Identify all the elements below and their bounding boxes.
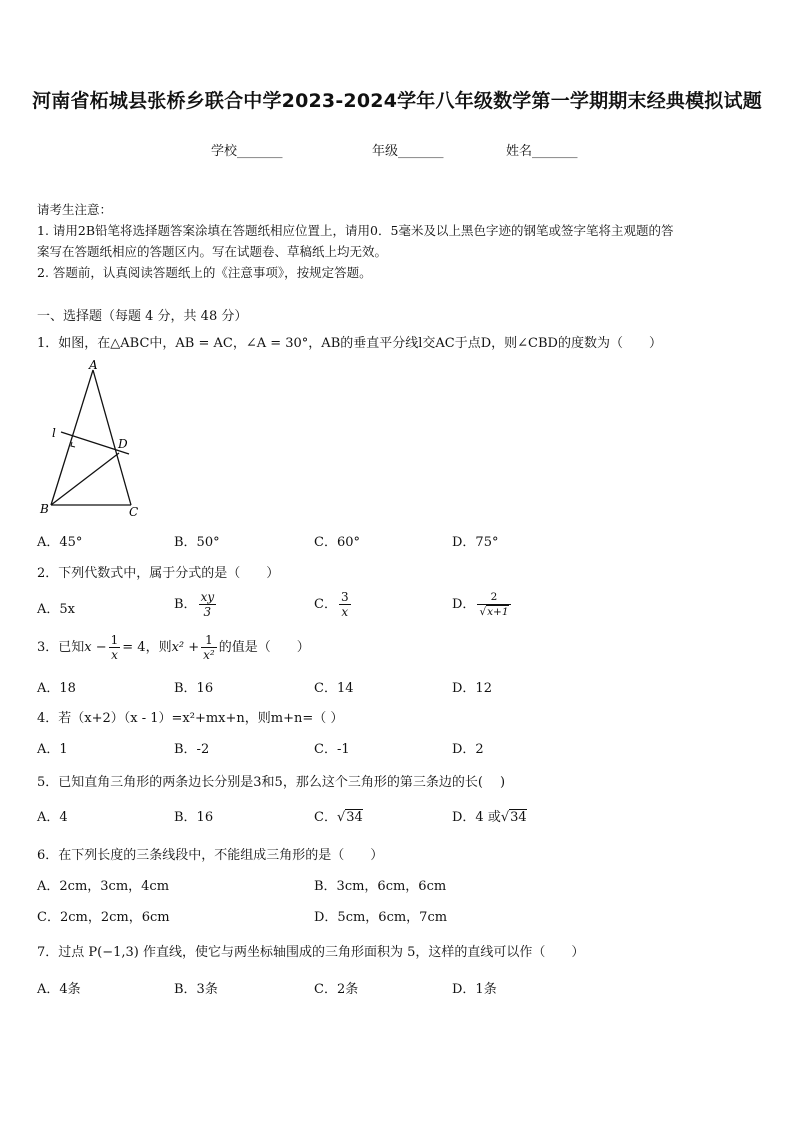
q6-option-c: C．2cm，2cm，6cm — [37, 910, 170, 925]
q2d-numerator: 2 — [477, 590, 510, 605]
label-b: B — [40, 502, 49, 516]
q6-option-b: B．3cm，6cm，6cm — [314, 879, 447, 894]
q4-option-a: A．1 — [37, 742, 68, 757]
note-1a: 1. 请用2B铅笔将选择题答案涂填在答题纸相应位置上，请用0．5毫米及以上黑色字迹的钢笔或签字笔将主观题的答 — [37, 223, 674, 238]
q2-option-c-label: C． — [314, 597, 337, 612]
label-l: l — [52, 426, 56, 440]
q5-option-b: B．16 — [174, 810, 214, 825]
q7-option-b: B．3条 — [174, 982, 218, 997]
label-a: A — [89, 360, 98, 372]
question-7: 7．过点 P(−1,3) 作直线，使它与两坐标轴围成的三角形面积为 5，这样的直线可以作（ ） — [37, 945, 585, 960]
q2-option-d: D． $\frac{2}{√x+1}$ — [452, 591, 509, 618]
question-4: 4．若（x+2）（x - 1）=x²+mx+n，则m+n=（ ） — [37, 711, 344, 726]
q3-option-a: A．18 — [37, 681, 76, 696]
q3-frac2-num: 1 — [201, 633, 217, 648]
question-1: 1．如图，在△ABC中，AB = AC，∠A = 30°，AB的垂直平分线l交AC于点D，则∠CBD的度数为（ ） — [37, 336, 662, 351]
q5-option-d: D．4 或√34 — [452, 810, 527, 825]
triangle-figure — [36, 360, 146, 522]
q2b-numerator: xy — [200, 590, 215, 604]
q2c-denominator: x — [341, 605, 349, 619]
q3-option-d: D．12 — [452, 681, 492, 696]
q2-option-b — [174, 590, 218, 619]
question-5: 5．已知直角三角形的两条边长分别是3和5，那么这个三角形的第三条边的长( ) — [37, 775, 506, 790]
q3-expr2a: x² + — [171, 640, 200, 655]
q7-option-d: D．1条 — [452, 982, 497, 997]
q5-option-c-label: C． — [314, 810, 337, 825]
q1-option-c: C．60° — [314, 535, 360, 550]
q3-frac2-den: x² — [203, 648, 215, 662]
question-6: 6．在下列长度的三条线段中，不能组成三角形的是（ ） — [37, 848, 384, 863]
q1-option-b: B．50° — [174, 535, 220, 550]
q6-option-a: A．2cm，3cm，4cm — [37, 879, 170, 894]
section-heading: 一、选择题（每题 4 分，共 48 分） — [37, 309, 248, 324]
q3-expr1b: = 4，则 — [122, 640, 172, 655]
q3-expr1a: x − — [84, 640, 107, 655]
note-2: 2. 答题前，认真阅读答题纸上的《注意事项》，按规定答题。 — [37, 265, 372, 280]
question-2: 2．下列代数式中，属于分式的是（ ） — [37, 566, 280, 581]
q4-option-b: B．-2 — [174, 742, 210, 757]
q6-option-d: D．5cm，6cm，7cm — [314, 910, 448, 925]
q2b-denominator: 3 — [203, 605, 212, 619]
q2-option-d-label: D． — [452, 597, 476, 612]
q3-frac1-num: 1 — [110, 633, 119, 647]
q3-post: 的值是（ ） — [218, 640, 310, 655]
note-1b: 案写在答题纸相应的答题区内。写在试题卷、草稿纸上均无效。 — [37, 244, 388, 259]
q4-option-c: C．-1 — [314, 742, 350, 757]
q5-option-c-radicand: 34 — [346, 810, 363, 825]
q3-pre: 3．已知 — [37, 640, 85, 655]
label-c: C — [129, 505, 139, 519]
question-3 — [37, 633, 310, 662]
q2c-numerator: 3 — [340, 590, 349, 604]
q2-option-a: A．5x — [37, 602, 75, 617]
q7-option-a: A．4条 — [37, 982, 81, 997]
label-d: D — [118, 437, 128, 451]
q5-option-d-label: D．4 或 — [452, 810, 501, 825]
q1-option-a: A．45° — [37, 535, 83, 550]
school-field: 学校_______ — [211, 144, 283, 159]
q5-option-c: C．√34 — [314, 810, 363, 825]
name-field: 姓名_______ — [506, 144, 578, 159]
notes-heading: 请考生注意： — [37, 202, 113, 217]
q2-option-b-label: B． — [174, 597, 197, 612]
q5-option-d-radicand: 34 — [510, 810, 527, 825]
q3-frac1-den: x — [111, 648, 118, 662]
page-title: 河南省柘城县张桥乡联合中学2023-2024学年八年级数学第一学期期末经典模拟试题 — [32, 90, 762, 112]
q7-option-c: C．2条 — [314, 982, 359, 997]
q3-option-c: C．14 — [314, 681, 354, 696]
q4-option-d: D．2 — [452, 742, 484, 757]
q5-option-a: A．4 — [37, 810, 68, 825]
q2d-denominator: x+1 — [487, 606, 509, 618]
grade-field: 年级_______ — [372, 144, 444, 159]
q3-option-b: B．16 — [174, 681, 214, 696]
q1-option-d: D．75° — [452, 535, 499, 550]
q2-option-c — [314, 590, 353, 619]
